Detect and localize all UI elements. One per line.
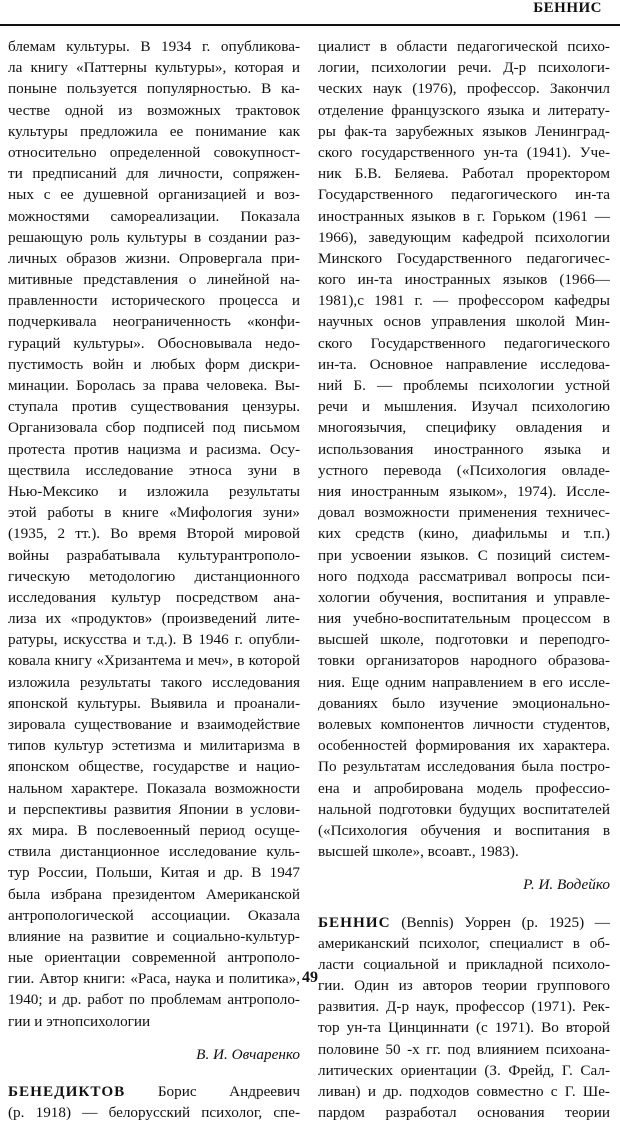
text-line: ния. Еще одним направлением в его иссле- xyxy=(318,673,610,691)
text-line: тур России, Польши, Китая и др. В 1947 xyxy=(8,864,300,882)
text-line: 1940; и др. работ по проблемам антрополо- xyxy=(8,991,300,1009)
text-line: подчеркивала неограниченность «конфи- xyxy=(8,313,300,331)
entry-bennis-line1 xyxy=(318,912,610,933)
signature-vodeyko: Р. И. Водейко xyxy=(523,876,610,894)
text-line: логии, психологии речи. Д-р психологи- xyxy=(318,59,610,77)
text-line: этой работы в книге «Мифология зуни» xyxy=(8,504,300,522)
text-line: ных с ее душевной организацией и воз- xyxy=(8,186,300,204)
right-column-text xyxy=(318,36,610,862)
text-line: ратуры, искусства и т.д.). В 1946 г. опубли- xyxy=(8,631,300,649)
text-line: правленности исторического процесса и xyxy=(8,292,300,310)
text-line: лиза их «продуктов» (произведений литe- xyxy=(8,610,300,628)
text-line: ти предписаний для личности, сопряжен- xyxy=(8,165,300,183)
text-line: решающую роль культуры в создании раз- xyxy=(8,228,300,246)
text-line: влияние на развитие и социально-культур- xyxy=(8,927,300,945)
text-line: ры фак-та зарубежных языков Ленинград- xyxy=(318,122,610,140)
text-line: Нью-Мексико и изложила результаты xyxy=(8,482,300,500)
text-line: («Психология обучения и воспитания в xyxy=(318,821,610,839)
text-line: гураций культуры». Обосновывала недо- xyxy=(8,334,300,352)
text-line: ний Б. — проблемы психологии устной xyxy=(318,377,610,394)
text-line: гии. Один из авторов теории группового xyxy=(318,977,610,995)
text-line: относительно определенной совокупност- xyxy=(8,143,300,161)
text-line: ливан) и др. подходов совместно с Г. Ше- xyxy=(318,1083,610,1101)
text-line: гии и этнопсихологии xyxy=(8,1012,151,1030)
text-line: пустимость войн и любых форм дискри- xyxy=(8,355,300,373)
text-line: и перспективы развития Японии в услови- xyxy=(8,800,300,818)
text-line: честве одной из возможных трактовок xyxy=(8,101,300,119)
text-line: половине 50 -х гг. под влиянием психоана- xyxy=(318,1040,610,1058)
text-line: зировала существование и взаимодействие xyxy=(8,716,300,733)
left-column-text xyxy=(8,36,300,1032)
text-line: протеста против нацизма и расизма. Осу- xyxy=(8,440,300,458)
text-line: развития. Д-р наук, профессор (1971). Рек- xyxy=(318,998,610,1016)
text-line: можностями самореализации. Показала xyxy=(8,207,300,225)
text-line: нальном характере. Показала возможности xyxy=(8,779,300,797)
text-line: минации. Боролась за права человека. Вы- xyxy=(8,377,300,394)
text-line: культуры предложила ее понимание как xyxy=(8,122,300,140)
text-line: ния учебно-воспитательным процессом в xyxy=(318,610,610,628)
text-line: довал возможности применения техничес- xyxy=(318,504,610,522)
text-line: была избрана президентом Американской xyxy=(8,885,300,903)
text-line: иностранных языков в г. Горьком (1961 — xyxy=(318,207,610,225)
text-line: многоязычия, специфику овладения и xyxy=(318,419,610,437)
text-line: 1981),с 1981 г. — профессором кафедры xyxy=(318,292,610,310)
text-line: ществила исследование этноса зуни в xyxy=(8,461,300,479)
text-line: отделение французского языка и литерату- xyxy=(318,101,610,119)
text-line: волевых компонентов личности студентов, xyxy=(318,716,610,733)
text-line: антропологической ассоциации. Оказала xyxy=(8,906,300,924)
text-line: ласти социальной и прикладной психоло- xyxy=(318,955,610,973)
entry-benediktov-headword: БЕНЕДИКТОВ xyxy=(8,1083,126,1101)
text-line: личных образов жизни. Опровергала при- xyxy=(8,249,300,267)
entry-bennis-headword: БЕННИС xyxy=(318,913,391,931)
text-line: Минского Государственного педагогичес- xyxy=(318,249,610,267)
text-line: ин-та. Основное направление исследова- xyxy=(318,355,610,373)
text-line: ного подхода рассматривал вопросы пси- xyxy=(318,567,610,585)
text-line: гии. Автор книги: «Раса, наука и политика», xyxy=(8,970,300,988)
text-line: ского государственного ун-та (1941). Уче- xyxy=(318,143,610,161)
text-line: ния иностранным языком», 1974). Иссле- xyxy=(318,482,610,500)
entry-benediktov-line2: (р. 1918) — белорусский психолог, спе- xyxy=(8,1104,300,1122)
text-line: 1966), заведующим кафедрой психологии xyxy=(318,228,610,246)
text-line: речи и мышления. Изучал психологию xyxy=(318,398,610,416)
text-line: ких средств (кино, диафильмы и т.п.) xyxy=(318,525,610,543)
text-line: литических ориентации (З. Фрейд, Г. Сал- xyxy=(318,1061,610,1079)
entry-benediktov-line1 xyxy=(8,1081,300,1102)
text-line: научных основ управления школой Мин- xyxy=(318,313,610,331)
text-line: ступала против существования цензуры. xyxy=(8,398,300,416)
text-line: (1935, 2 тт.). Во время Второй мировой xyxy=(8,525,300,543)
text-line: устного перевода («Психология овладе- xyxy=(318,461,610,479)
text-line: кого ин-та иностранных языков (1966— xyxy=(318,271,610,289)
right-column xyxy=(318,36,610,1123)
text-line: ского Государственного педагогического xyxy=(318,334,610,352)
text-line: тор ун-та Цинциннати (с 1971). Во второй xyxy=(318,1019,610,1037)
text-line: ковала книгу «Хризантема и меч», в которой xyxy=(8,652,300,670)
text-line: Государственного педагогического ин-та xyxy=(318,186,610,204)
text-line: ена и апробирована модель профессио- xyxy=(318,779,610,797)
text-line: митивные представления о линейной на- xyxy=(8,271,300,289)
text-line: особенностей формирования их характера. xyxy=(318,737,610,755)
text-line: ствила дистанционное исследование куль- xyxy=(8,843,300,861)
text-line: типов культур эстетизма и милитаризма в xyxy=(8,737,300,755)
text-line: дованиях было изучение эмоционально- xyxy=(318,694,610,712)
text-line: По результатам исследования была постро- xyxy=(318,758,610,776)
text-line: ные ориентации современной антрополо- xyxy=(8,949,300,967)
text-line: исследования культур посредством ана- xyxy=(8,588,300,606)
text-line: японской культуры. Выявила и проанали- xyxy=(8,694,300,712)
text-line: ческих наук (1976), профессор. Закончил xyxy=(318,80,610,98)
text-line: американский психолог, специалист в об- xyxy=(318,934,610,952)
text-line: товки организаторов народного образова- xyxy=(318,652,610,670)
text-line: ях мира. В послевоенный период осуще- xyxy=(8,821,300,839)
text-line: хологии обучения, воспитания и управле- xyxy=(318,588,610,606)
text-line: высшей школе, подготовки и переподго- xyxy=(318,631,610,649)
header-rule xyxy=(0,24,620,26)
entry-bennis-text xyxy=(318,933,610,1123)
text-line: высшей школе», всоавт., 1983). xyxy=(318,843,519,861)
entry-bennis-name: (Bennis) Уоррен (р. 1925) — xyxy=(390,913,610,931)
text-line: нальной подготовки будущих воспитателей xyxy=(318,800,610,818)
text-line: войны разрабатывала культурантрополо- xyxy=(8,546,300,564)
text-line: изложила результаты такого исследования xyxy=(8,673,300,691)
running-head: БЕННИС xyxy=(533,0,602,16)
text-line: пардом разработал основания теории xyxy=(318,1104,610,1122)
text-line: гическую методологию дистанционного xyxy=(8,567,300,585)
page-number: 49 xyxy=(302,969,318,986)
text-line: поныне пользуется популярностью. В ка- xyxy=(8,80,300,98)
entry-benediktov-name: Борис Андреевич xyxy=(125,1083,300,1101)
text-line: ла книгу «Паттерны культуры», которая и xyxy=(8,59,300,77)
text-line: при усвоении языков. С позиций систем- xyxy=(318,546,610,564)
text-line: ник Б.В. Беляева. Работал проректором xyxy=(318,165,610,183)
text-line: блемам культуры. В 1934 г. опубликова- xyxy=(8,38,300,55)
text-line: Организовала сбор подписей под письмом xyxy=(8,419,300,437)
left-column xyxy=(8,36,300,1123)
text-line: использования иностранного языка и xyxy=(318,440,610,458)
signature-ovcharenko: В. И. Овчаренко xyxy=(196,1045,300,1063)
text-line: японском обществе, государстве и нацио- xyxy=(8,758,300,776)
text-line: циалист в области педагогической психо- xyxy=(318,38,610,55)
